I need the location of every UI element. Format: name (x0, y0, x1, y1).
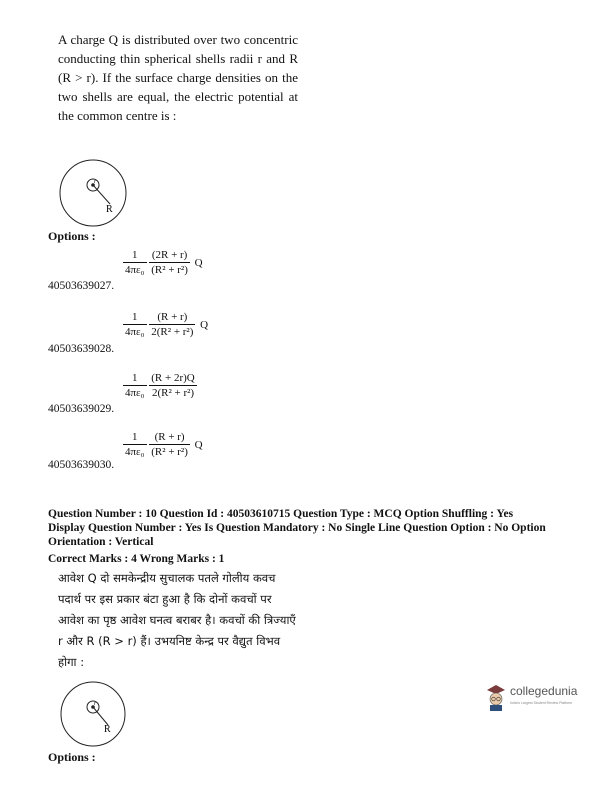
question-text-hindi: आवेश Q दो समकेन्द्रीय सुचालक पतले गोलीय कवच पदार्थ पर इस प्रकार बंटा हुआ है कि दोनों कवचों पर आवेश का पृष्ठ आवेश घनत्व बराबर है। कवचों की त्रिज्याएँ r और R (R > r) हैं। उभयनिष्ट केन्द्र पर वैद्युत विभव होगा : (58, 571, 296, 669)
option-4-id: 40503639030. (48, 459, 115, 471)
question-text-english: A charge Q is distributed over two concentric conducting thin spherical shells radii r and R (R > r). If the surface charge densities on the two shells are equal, the electric potential at the common centre is : (58, 32, 298, 123)
figure-label-outer: R (106, 204, 113, 215)
figure-label-inner: r (94, 179, 97, 185)
concentric-shells-figure (58, 158, 128, 228)
logo-name: collegedunia (510, 684, 578, 698)
options-label: Options : (48, 229, 96, 243)
concentric-shells-figure-2 (58, 680, 128, 748)
option-2-id: 40503639028. (48, 343, 115, 355)
option-3-formula: $\frac{1}{\text{4πε₀}}$ $\frac{(R + 2r)Q}{\text{2(R² + r²)}}$ (125, 372, 195, 399)
option-3-id: 40503639029. (48, 403, 115, 415)
figure-2-label-outer: R (104, 724, 111, 735)
options-label-2: Options : (48, 750, 96, 764)
marks-info: Correct Marks : 4 Wrong Marks : 1 (48, 553, 225, 565)
question-meta-line-3: Orientation : Vertical (48, 536, 154, 548)
option-1-formula: $\frac{1}{\text{4πε₀}}$ $\frac{(2R + r)}{\text{(R² + r²)}}$ Q (125, 249, 203, 276)
option-4-formula: $\frac{1}{\text{4πε₀}}$ $\frac{(R + r)}{\text{(R² + r²)}}$ Q (125, 431, 203, 458)
question-meta-line-2: Display Question Number : Yes Is Question Mandatory : No Single Line Question Option : No Option (48, 522, 546, 534)
graduate-mascot-icon (484, 682, 508, 712)
logo-tagline: India's Largest Student Review Platform (510, 701, 573, 705)
collegedunia-logo (484, 680, 594, 714)
question-meta-line-1: Question Number : 10 Question Id : 40503610715 Question Type : MCQ Option Shuffling : Yes (48, 508, 514, 520)
figure-2-label-inner: r (94, 701, 97, 707)
option-2-formula: $\frac{1}{\text{4πε₀}}$ $\frac{(R + r)}{\text{2(R² + r²)}}$ Q (125, 311, 209, 338)
option-1-id: 40503639027. (48, 280, 115, 292)
